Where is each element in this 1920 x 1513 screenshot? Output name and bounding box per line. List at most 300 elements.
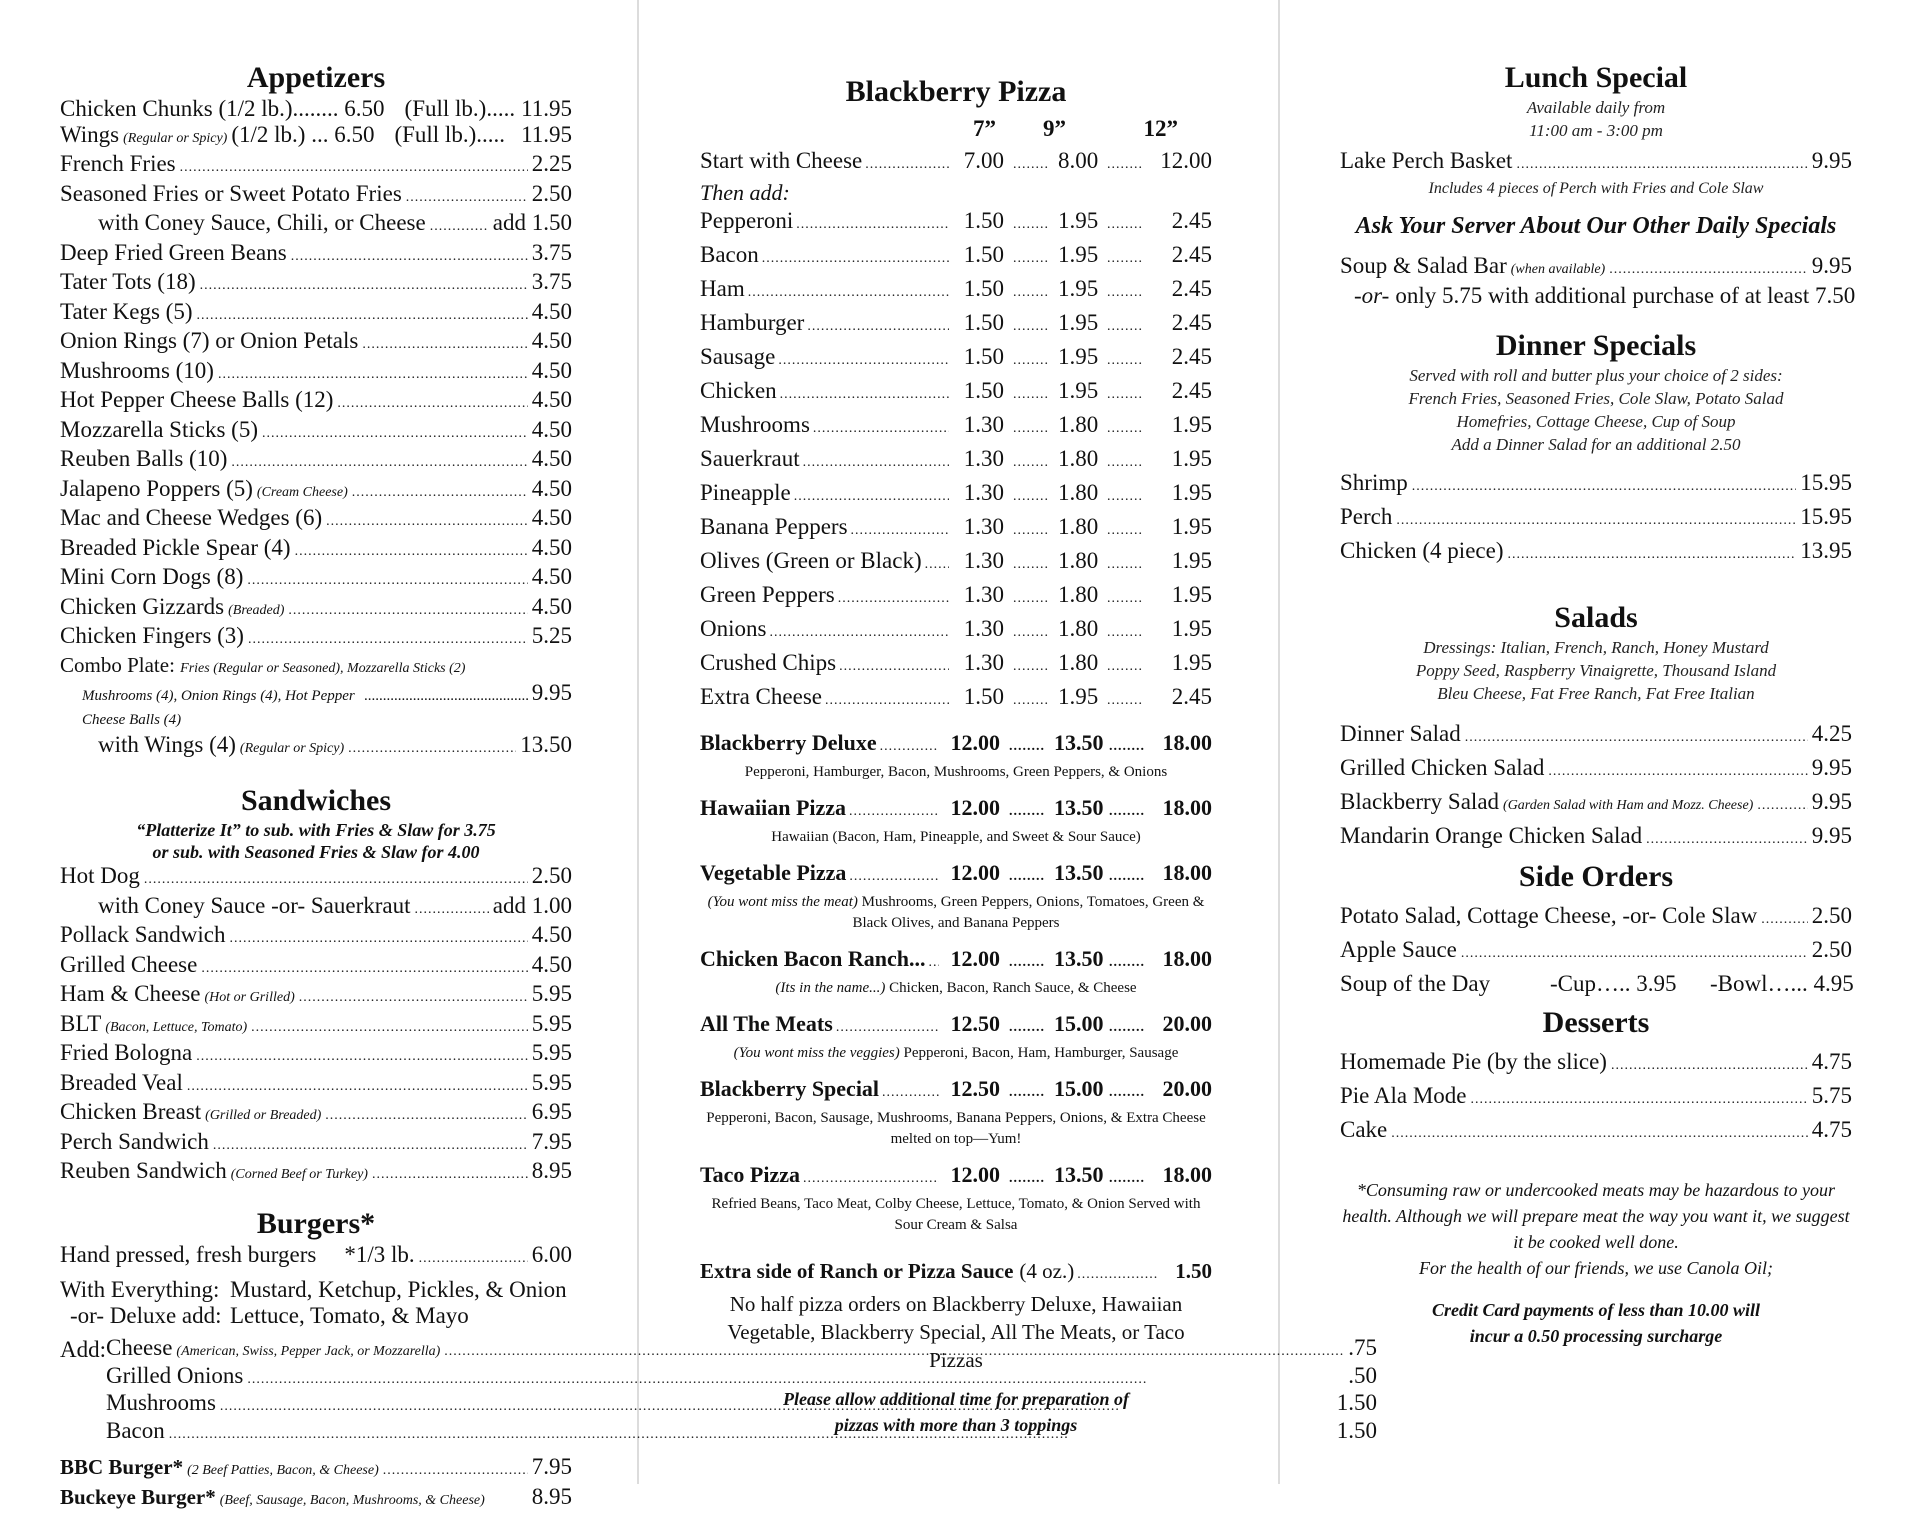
specialty-pizza	[700, 858, 1212, 934]
price-7in: 1.30	[952, 478, 1004, 508]
credit-card-note: Credit Card payments of less than 10.00 will incur a 0.50 processing surcharge	[1340, 1297, 1852, 1349]
item-price: 5.95	[532, 1070, 572, 1096]
price-12in: 2.45	[1152, 376, 1212, 406]
specialty-pizza-row	[700, 1160, 1212, 1194]
topping-name: Sausage	[700, 342, 775, 372]
pizza-name: All The Meats	[700, 1009, 833, 1039]
item-price: 5.25	[532, 623, 572, 649]
topping-name: Banana Peppers	[700, 512, 848, 542]
item-name: Fried Bologna	[60, 1040, 192, 1066]
item-name: Breaded Veal	[60, 1070, 183, 1096]
item-name: Grilled Onions	[106, 1364, 243, 1388]
item-name: Mozzarella Sticks (5)	[60, 417, 258, 443]
item-name: Breaded Pickle Spear (4)	[60, 535, 291, 561]
menu-item	[1340, 901, 1852, 935]
lunch-heading: Lunch Special	[1340, 60, 1852, 96]
item-name: Apple Sauce	[1340, 935, 1457, 965]
menu-item	[1340, 719, 1852, 753]
price-7in: 12.00	[942, 858, 1000, 888]
pizza-name: Blackberry Special	[700, 1074, 879, 1104]
price-7in: 1.50	[952, 240, 1004, 270]
specialty-pizza-row	[700, 728, 1212, 762]
price-7in: 1.30	[952, 546, 1004, 576]
pizza-topping-row	[700, 580, 1212, 614]
menu-item-bbc-burger: BBC Burger* (2 Beef Patties, Bacon, & Cheese) ..... 7.95	[60, 1454, 572, 1484]
menu-item	[60, 1129, 572, 1159]
specialty-pizza	[700, 728, 1212, 783]
price-9in: 1.80	[1058, 546, 1098, 576]
topping-name: Hamburger	[700, 308, 804, 338]
pizza-topping-row	[700, 614, 1212, 648]
specialty-pizza	[700, 793, 1212, 848]
item-name: Grilled Cheese	[60, 952, 197, 978]
daily-specials-note: Ask Your Server About Our Other Daily Specials	[1340, 210, 1852, 244]
item-note: (Bacon, Lettuce, Tomato)	[105, 1015, 247, 1041]
item-note: (Cream Cheese)	[257, 480, 348, 506]
price-9in: 1.95	[1058, 682, 1098, 712]
menu-item: Wings (Regular or Spicy) (1/2 lb.) ... 6.50 (Full lb.)..... 11.95	[60, 122, 572, 152]
item-name: Mandarin Orange Chicken Salad	[1340, 821, 1642, 851]
column-divider-left	[637, 0, 639, 1484]
menu-column-left	[60, 60, 572, 1513]
menu-column-pizza	[700, 60, 1212, 1438]
item-price: 4.75	[1812, 1115, 1852, 1145]
menu-item	[1340, 1115, 1852, 1149]
item-name: Deep Fried Green Beans	[60, 240, 287, 266]
item-name: Cake	[1340, 1115, 1387, 1145]
price-7in: 12.50	[942, 1074, 1000, 1104]
price-7in: 1.50	[952, 308, 1004, 338]
item-price: 4.50	[532, 922, 572, 948]
item-price: 4.50	[532, 446, 572, 472]
item-price: .75	[1348, 1336, 1377, 1360]
item-name: Shrimp	[1340, 468, 1408, 498]
extra-side-row: Extra side of Ranch or Pizza Sauce (4 oz.) ..... 1.50	[700, 1256, 1212, 1290]
price-7in: 1.30	[952, 648, 1004, 678]
menu-item	[60, 594, 572, 624]
item-note: (Garden Salad with Ham and Mozz. Cheese)	[1503, 791, 1753, 821]
pizza-topping-row	[700, 410, 1212, 444]
price-7in: 1.30	[952, 512, 1004, 542]
price-9in: 1.95	[1058, 342, 1098, 372]
pizza-description	[700, 1194, 1212, 1236]
item-price: 1.50	[1337, 1419, 1377, 1443]
price-9in: 1.95	[1058, 240, 1098, 270]
dinner-heading: Dinner Specials	[1340, 328, 1852, 364]
menu-item	[60, 505, 572, 535]
item-name: Mac and Cheese Wedges (6)	[60, 505, 322, 531]
item-price: 9.95	[1812, 821, 1852, 851]
price-12in: 20.00	[1154, 1009, 1212, 1039]
menu-item	[1340, 1047, 1852, 1081]
menu-item	[60, 299, 572, 329]
item-price: .50	[1348, 1364, 1377, 1388]
item-name: Ham & Cheese	[60, 981, 201, 1007]
pizza-topping-row	[700, 308, 1212, 342]
menu-item-buckeye-burger: Buckeye Burger* (Beef, Sausage, Bacon, Mushrooms, & Cheese) 8.95	[60, 1484, 572, 1513]
menu-item	[1340, 935, 1852, 969]
topping-name: Extra Cheese	[700, 682, 822, 712]
item-price: 9.95	[1812, 753, 1852, 783]
pizza-tagline: (Its in the name...)	[775, 980, 885, 996]
price-9in: 13.50	[1054, 858, 1100, 888]
menu-item	[1340, 821, 1852, 855]
pizza-ingredients: Mushrooms, Green Peppers, Onions, Tomatoes, Green & Black Olives, and Banana Peppers	[852, 894, 1204, 931]
menu-item	[60, 1011, 572, 1041]
item-name: Mini Corn Dogs (8)	[60, 564, 243, 590]
menu-item	[60, 446, 572, 476]
price-7in: 12.50	[942, 1009, 1000, 1039]
item-price: 4.25	[1812, 719, 1852, 749]
item-price: 4.50	[532, 594, 572, 620]
price-12in: 1.95	[1152, 444, 1212, 474]
item-price: 4.50	[532, 417, 572, 443]
topping-name: Chicken	[700, 376, 777, 406]
item-price: 2.50	[1812, 935, 1852, 965]
menu-item	[60, 358, 572, 388]
topping-name: Ham	[700, 274, 745, 304]
specialty-pizza	[700, 1074, 1212, 1150]
item-price: 8.95	[532, 1158, 572, 1184]
item-name: Hot Pepper Cheese Balls (12)	[60, 387, 333, 413]
allow-time-note: Please allow additional time for preparation of pizzas with more than 3 toppings	[700, 1386, 1212, 1438]
menu-column-right	[1340, 60, 1852, 1349]
price-9in: 15.00	[1054, 1074, 1100, 1104]
salad-dressings: Dressings: Italian, French, Ranch, Honey Mustard Poppy Seed, Raspberry Vinaigrette, Thousand Island Bleu Cheese, Fat Free Ranch, Fat Free Italian	[1340, 636, 1852, 705]
price-9in: 1.80	[1058, 614, 1098, 644]
menu-item	[60, 269, 572, 299]
price-9in: 13.50	[1054, 944, 1100, 974]
menu-item: Seasoned Fries or Sweet Potato Fries ..... 2.50	[60, 181, 572, 211]
price-12in: 18.00	[1154, 1160, 1212, 1190]
menu-item	[1340, 536, 1852, 570]
menu-item	[60, 417, 572, 447]
item-name: Perch	[1340, 502, 1392, 532]
menu-item-addon: with Coney Sauce, Chili, or Cheese ..... add 1.50	[60, 210, 572, 240]
pizza-topping-row	[700, 342, 1212, 376]
item-name: Potato Salad, Cottage Cheese, -or- Cole Slaw	[1340, 901, 1757, 931]
menu-item	[60, 564, 572, 594]
price-9in: 1.95	[1058, 308, 1098, 338]
item-name: Perch Sandwich	[60, 1129, 209, 1155]
menu-item	[60, 535, 572, 565]
pizza-ingredients: Pepperoni, Bacon, Sausage, Mushrooms, Banana Peppers, Onions, & Extra Cheese melted on top—Yum!	[706, 1110, 1206, 1147]
price-12in: 18.00	[1154, 728, 1212, 758]
topping-name: Crushed Chips	[700, 648, 836, 678]
price-9in: 15.00	[1054, 1009, 1100, 1039]
price-12in: 1.95	[1152, 478, 1212, 508]
menu-item	[60, 387, 572, 417]
item-price: 4.50	[532, 952, 572, 978]
pizza-name: Blackberry Deluxe	[700, 728, 877, 758]
pizza-name: Hawaiian Pizza	[700, 793, 846, 823]
price-9in: 1.80	[1058, 512, 1098, 542]
item-name: Chicken (4 piece)	[1340, 536, 1503, 566]
item-price: 15.95	[1800, 468, 1852, 498]
item-name: Mushrooms (10)	[60, 358, 214, 384]
item-name: Tater Kegs (5)	[60, 299, 193, 325]
side-orders-heading: Side Orders	[1340, 859, 1852, 895]
item-price: 4.50	[532, 299, 572, 325]
item-price: 1.50	[1337, 1391, 1377, 1415]
pizza-name: Chicken Bacon Ranch...	[700, 944, 926, 974]
price-12in: 1.95	[1152, 648, 1212, 678]
pizza-heading: Blackberry Pizza	[700, 74, 1212, 110]
price-7in: 1.30	[952, 444, 1004, 474]
desserts-heading: Desserts	[1340, 1005, 1852, 1041]
dinner-description: Served with roll and butter plus your choice of 2 sides: French Fries, Seasoned Fries, Cole Slaw, Potato Salad Homefries, Cottage Cheese, Cup of Soup Add a Dinner Salad for an additional 2.50	[1340, 364, 1852, 456]
menu-item	[60, 922, 572, 952]
platterize-note: “Platterize It” to sub. with Fries & Slaw for 3.75 or sub. with Seasoned Fries & Slaw for 4.00	[60, 819, 572, 863]
specialty-pizza-row	[700, 858, 1212, 892]
pizza-topping-row	[700, 444, 1212, 478]
pizza-topping-row	[700, 206, 1212, 240]
perch-basket-note: Includes 4 pieces of Perch with Fries and Cole Slaw	[1340, 178, 1852, 200]
specialty-pizza-row	[700, 1074, 1212, 1108]
item-name: Bacon	[106, 1419, 165, 1443]
item-price: 4.75	[1812, 1047, 1852, 1077]
pizza-description	[700, 1108, 1212, 1150]
menu-item-soup-of-day: Soup of the Day -Cup….. 3.95 -Bowl…... 4.95	[1340, 969, 1852, 999]
item-price: 15.95	[1800, 502, 1852, 532]
price-9in: 1.80	[1058, 580, 1098, 610]
no-half-note: No half pizza orders on Blackberry Deluxe, Hawaiian Vegetable, Blackberry Special, All The Meats, or Taco Pizzas	[700, 1290, 1212, 1374]
menu-item: Hot Dog ..... 2.50	[60, 863, 572, 893]
item-name: Dinner Salad	[1340, 719, 1461, 749]
combo-with-wings: with Wings (4) (Regular or Spicy) ..... 13.50	[60, 732, 572, 762]
pizza-ingredients: Pepperoni, Hamburger, Bacon, Mushrooms, Green Peppers, & Onions	[745, 764, 1167, 780]
specialty-pizza-row	[700, 793, 1212, 827]
menu-item	[1340, 1081, 1852, 1115]
menu-item	[60, 1158, 572, 1188]
pizza-size-header: 7” 9” 12”	[700, 116, 1212, 146]
pizza-topping-row	[700, 682, 1212, 716]
item-name: Chicken Gizzards	[60, 594, 224, 620]
price-12in: 1.95	[1152, 580, 1212, 610]
column-divider-right	[1278, 0, 1280, 1484]
pizza-topping-row	[700, 512, 1212, 546]
item-name: Cheese	[106, 1336, 172, 1360]
pizza-base-row: Start with Cheese ..... 7.00 ........ 8.00 ........ 12.00	[700, 146, 1212, 180]
pizza-tagline: (You wont miss the meat)	[708, 894, 858, 910]
combo-plate-detail: Mushrooms (4), Onion Rings (4), Hot Pepper Cheese Balls (4) ..... 9.95	[60, 681, 572, 732]
pizza-description	[700, 1043, 1212, 1064]
price-12in: 2.45	[1152, 274, 1212, 304]
pizza-description	[700, 762, 1212, 783]
item-name: Grilled Chicken Salad	[1340, 753, 1544, 783]
item-price: 9.95	[1812, 787, 1852, 817]
item-price: 3.75	[532, 269, 572, 295]
item-name: Pollack Sandwich	[60, 922, 225, 948]
menu-item	[60, 981, 572, 1011]
item-price: 5.95	[532, 981, 572, 1007]
topping-name: Mushrooms	[700, 410, 810, 440]
item-price: 5.75	[1812, 1081, 1852, 1111]
menu-item-addon: with Coney Sauce -or- Sauerkraut ..... add 1.00	[60, 893, 572, 923]
burger-deluxe: -or- Deluxe add: Lettuce, Tomato, & Mayo	[60, 1303, 572, 1329]
specialty-pizza-row	[700, 1009, 1212, 1043]
burgers-heading: Burgers*	[60, 1206, 572, 1242]
price-9in: 1.95	[1058, 206, 1098, 236]
pizza-name: Vegetable Pizza	[700, 858, 846, 888]
price-12in: 2.45	[1152, 308, 1212, 338]
topping-name: Onions	[700, 614, 766, 644]
then-add-label: Then add:	[700, 180, 1212, 206]
menu-item	[60, 1040, 572, 1070]
pizza-topping-row	[700, 240, 1212, 274]
menu-item	[60, 1099, 572, 1129]
item-name: Mushrooms	[106, 1391, 216, 1415]
price-7in: 1.50	[952, 206, 1004, 236]
combo-plate: Combo Plate: Fries (Regular or Seasoned), Mozzarella Sticks (2)	[60, 653, 572, 681]
item-price: 3.75	[532, 240, 572, 266]
pizza-topping-row	[700, 478, 1212, 512]
price-12in: 1.95	[1152, 512, 1212, 542]
price-12in: 2.45	[1152, 240, 1212, 270]
item-name: Blackberry Salad	[1340, 787, 1499, 817]
price-9in: 1.80	[1058, 410, 1098, 440]
pizza-topping-row	[700, 274, 1212, 308]
item-name: BLT	[60, 1011, 101, 1037]
price-7in: 1.50	[952, 342, 1004, 372]
item-note: (American, Swiss, Pepper Jack, or Mozzarella)	[176, 1340, 440, 1364]
price-12in: 2.45	[1152, 206, 1212, 236]
menu-item	[1340, 753, 1852, 787]
item-name: Onion Rings (7) or Onion Petals	[60, 328, 358, 354]
price-7in: 12.00	[942, 944, 1000, 974]
burger-add-ons: Add: Cheese (American, Swiss, Pepper Jack, or Mozzarella) ..... .75 Grilled Onions ..... .50 Mushrooms ..... 1.50 Bacon ..... 1.50	[60, 1336, 572, 1446]
pizza-ingredients: Pepperoni, Bacon, Ham, Hamburger, Sausage	[903, 1045, 1178, 1061]
price-9in: 1.80	[1058, 444, 1098, 474]
pizza-ingredients: Hawaiian (Bacon, Ham, Pineapple, and Sweet & Sour Sauce)	[771, 829, 1140, 845]
item-price: 4.50	[532, 358, 572, 384]
price-9in: 1.80	[1058, 478, 1098, 508]
topping-name: Sauerkraut	[700, 444, 800, 474]
appetizers-heading: Appetizers	[60, 60, 572, 96]
menu-item	[60, 476, 572, 506]
lunch-availability: Available daily from 11:00 am - 3:00 pm	[1340, 96, 1852, 142]
menu-item: French Fries ..... 2.25	[60, 151, 572, 181]
item-price: 4.50	[532, 535, 572, 561]
price-7in: 1.30	[952, 410, 1004, 440]
menu-item: Chicken Chunks (1/2 lb.)........ 6.50 (Full lb.)..... 11.95	[60, 96, 572, 122]
raw-meat-warning: *Consuming raw or undercooked meats may be hazardous to your health. Although we will prepare meat the way you want it, we suggest it be cooked well done.	[1340, 1177, 1852, 1255]
item-note: (Grilled or Breaded)	[205, 1103, 321, 1129]
price-7in: 1.30	[952, 614, 1004, 644]
price-7in: 1.50	[952, 376, 1004, 406]
topping-name: Pineapple	[700, 478, 791, 508]
menu-item	[60, 328, 572, 358]
item-price: 2.50	[1812, 901, 1852, 931]
price-9in: 13.50	[1054, 1160, 1100, 1190]
pizza-description	[700, 978, 1212, 999]
item-price: 7.95	[532, 1129, 572, 1155]
price-12in: 18.00	[1154, 858, 1212, 888]
item-name: Reuben Sandwich	[60, 1158, 227, 1184]
price-9in: 1.95	[1058, 274, 1098, 304]
specialty-pizza-row	[700, 944, 1212, 978]
item-price: 5.95	[532, 1040, 572, 1066]
item-price: 13.95	[1800, 536, 1852, 566]
menu-item: Hand pressed, fresh burgers *1/3 lb. ..... 6.00	[60, 1242, 572, 1272]
specialty-pizza	[700, 944, 1212, 999]
menu-item	[60, 1070, 572, 1100]
item-name: Homemade Pie (by the slice)	[1340, 1047, 1607, 1077]
menu-item-perch-basket: Lake Perch Basket ..... 9.95	[1340, 148, 1852, 178]
salads-heading: Salads	[1340, 600, 1852, 636]
burger-everything: With Everything: Mustard, Ketchup, Pickles, & Onion	[60, 1277, 572, 1303]
pizza-topping-row	[700, 376, 1212, 410]
sandwiches-heading: Sandwiches	[60, 783, 572, 819]
item-price: 4.50	[532, 387, 572, 413]
pizza-topping-row	[700, 648, 1212, 682]
specialty-pizza	[700, 1160, 1212, 1236]
price-12in: 20.00	[1154, 1074, 1212, 1104]
specialty-pizza	[700, 1009, 1212, 1064]
topping-name: Olives (Green or Black)	[700, 546, 922, 576]
price-12in: 1.95	[1152, 410, 1212, 440]
price-12in: 18.00	[1154, 793, 1212, 823]
menu-item-soup-salad-bar: Soup & Salad Bar (when available) ..... 9.95	[1340, 253, 1852, 283]
item-name: Tater Tots (18)	[60, 269, 196, 295]
pizza-ingredients: Chicken, Bacon, Ranch Sauce, & Cheese	[889, 980, 1136, 996]
menu-item	[60, 952, 572, 982]
menu-item	[1340, 502, 1852, 536]
item-name: Pie Ala Mode	[1340, 1081, 1467, 1111]
item-note: (Breaded)	[228, 598, 284, 624]
price-9in: 13.50	[1054, 728, 1100, 758]
item-name: Reuben Balls (10)	[60, 446, 227, 472]
price-9in: 1.95	[1058, 376, 1098, 406]
item-price: 6.95	[532, 1099, 572, 1125]
item-price: 4.50	[532, 505, 572, 531]
price-12in: 2.45	[1152, 682, 1212, 712]
item-price: 4.50	[532, 564, 572, 590]
pizza-ingredients: Refried Beans, Taco Meat, Colby Cheese, Lettuce, Tomato, & Onion Served with Sour Cream & Salsa	[712, 1196, 1201, 1233]
price-12in: 1.95	[1152, 546, 1212, 576]
item-name: Chicken Breast	[60, 1099, 201, 1125]
topping-name: Pepperoni	[700, 206, 793, 236]
menu-item	[60, 240, 572, 270]
item-name: Jalapeno Poppers (5)	[60, 476, 253, 502]
topping-name: Green Peppers	[700, 580, 835, 610]
price-12in: 1.95	[1152, 614, 1212, 644]
price-7in: 1.50	[952, 274, 1004, 304]
item-price: 4.50	[532, 328, 572, 354]
pizza-name: Taco Pizza	[700, 1160, 800, 1190]
price-7in: 1.30	[952, 580, 1004, 610]
pizza-description	[700, 827, 1212, 848]
item-name: Chicken Fingers (3)	[60, 623, 244, 649]
menu-item	[60, 623, 572, 653]
item-note: (Hot or Grilled)	[205, 985, 295, 1011]
pizza-topping-row	[700, 546, 1212, 580]
price-7in: 1.50	[952, 682, 1004, 712]
topping-name: Bacon	[700, 240, 759, 270]
price-9in: 1.80	[1058, 648, 1098, 678]
price-7in: 12.00	[942, 1160, 1000, 1190]
price-7in: 12.00	[942, 793, 1000, 823]
menu-item	[1340, 468, 1852, 502]
price-12in: 2.45	[1152, 342, 1212, 372]
pizza-description	[700, 892, 1212, 934]
soup-salad-bar-option: -or- only 5.75 with additional purchase of at least 7.50	[1340, 283, 1852, 309]
price-7in: 12.00	[942, 728, 1000, 758]
item-price: 4.50	[532, 476, 572, 502]
item-price: 5.95	[532, 1011, 572, 1037]
price-12in: 18.00	[1154, 944, 1212, 974]
pizza-tagline: (You wont miss the veggies)	[734, 1045, 900, 1061]
